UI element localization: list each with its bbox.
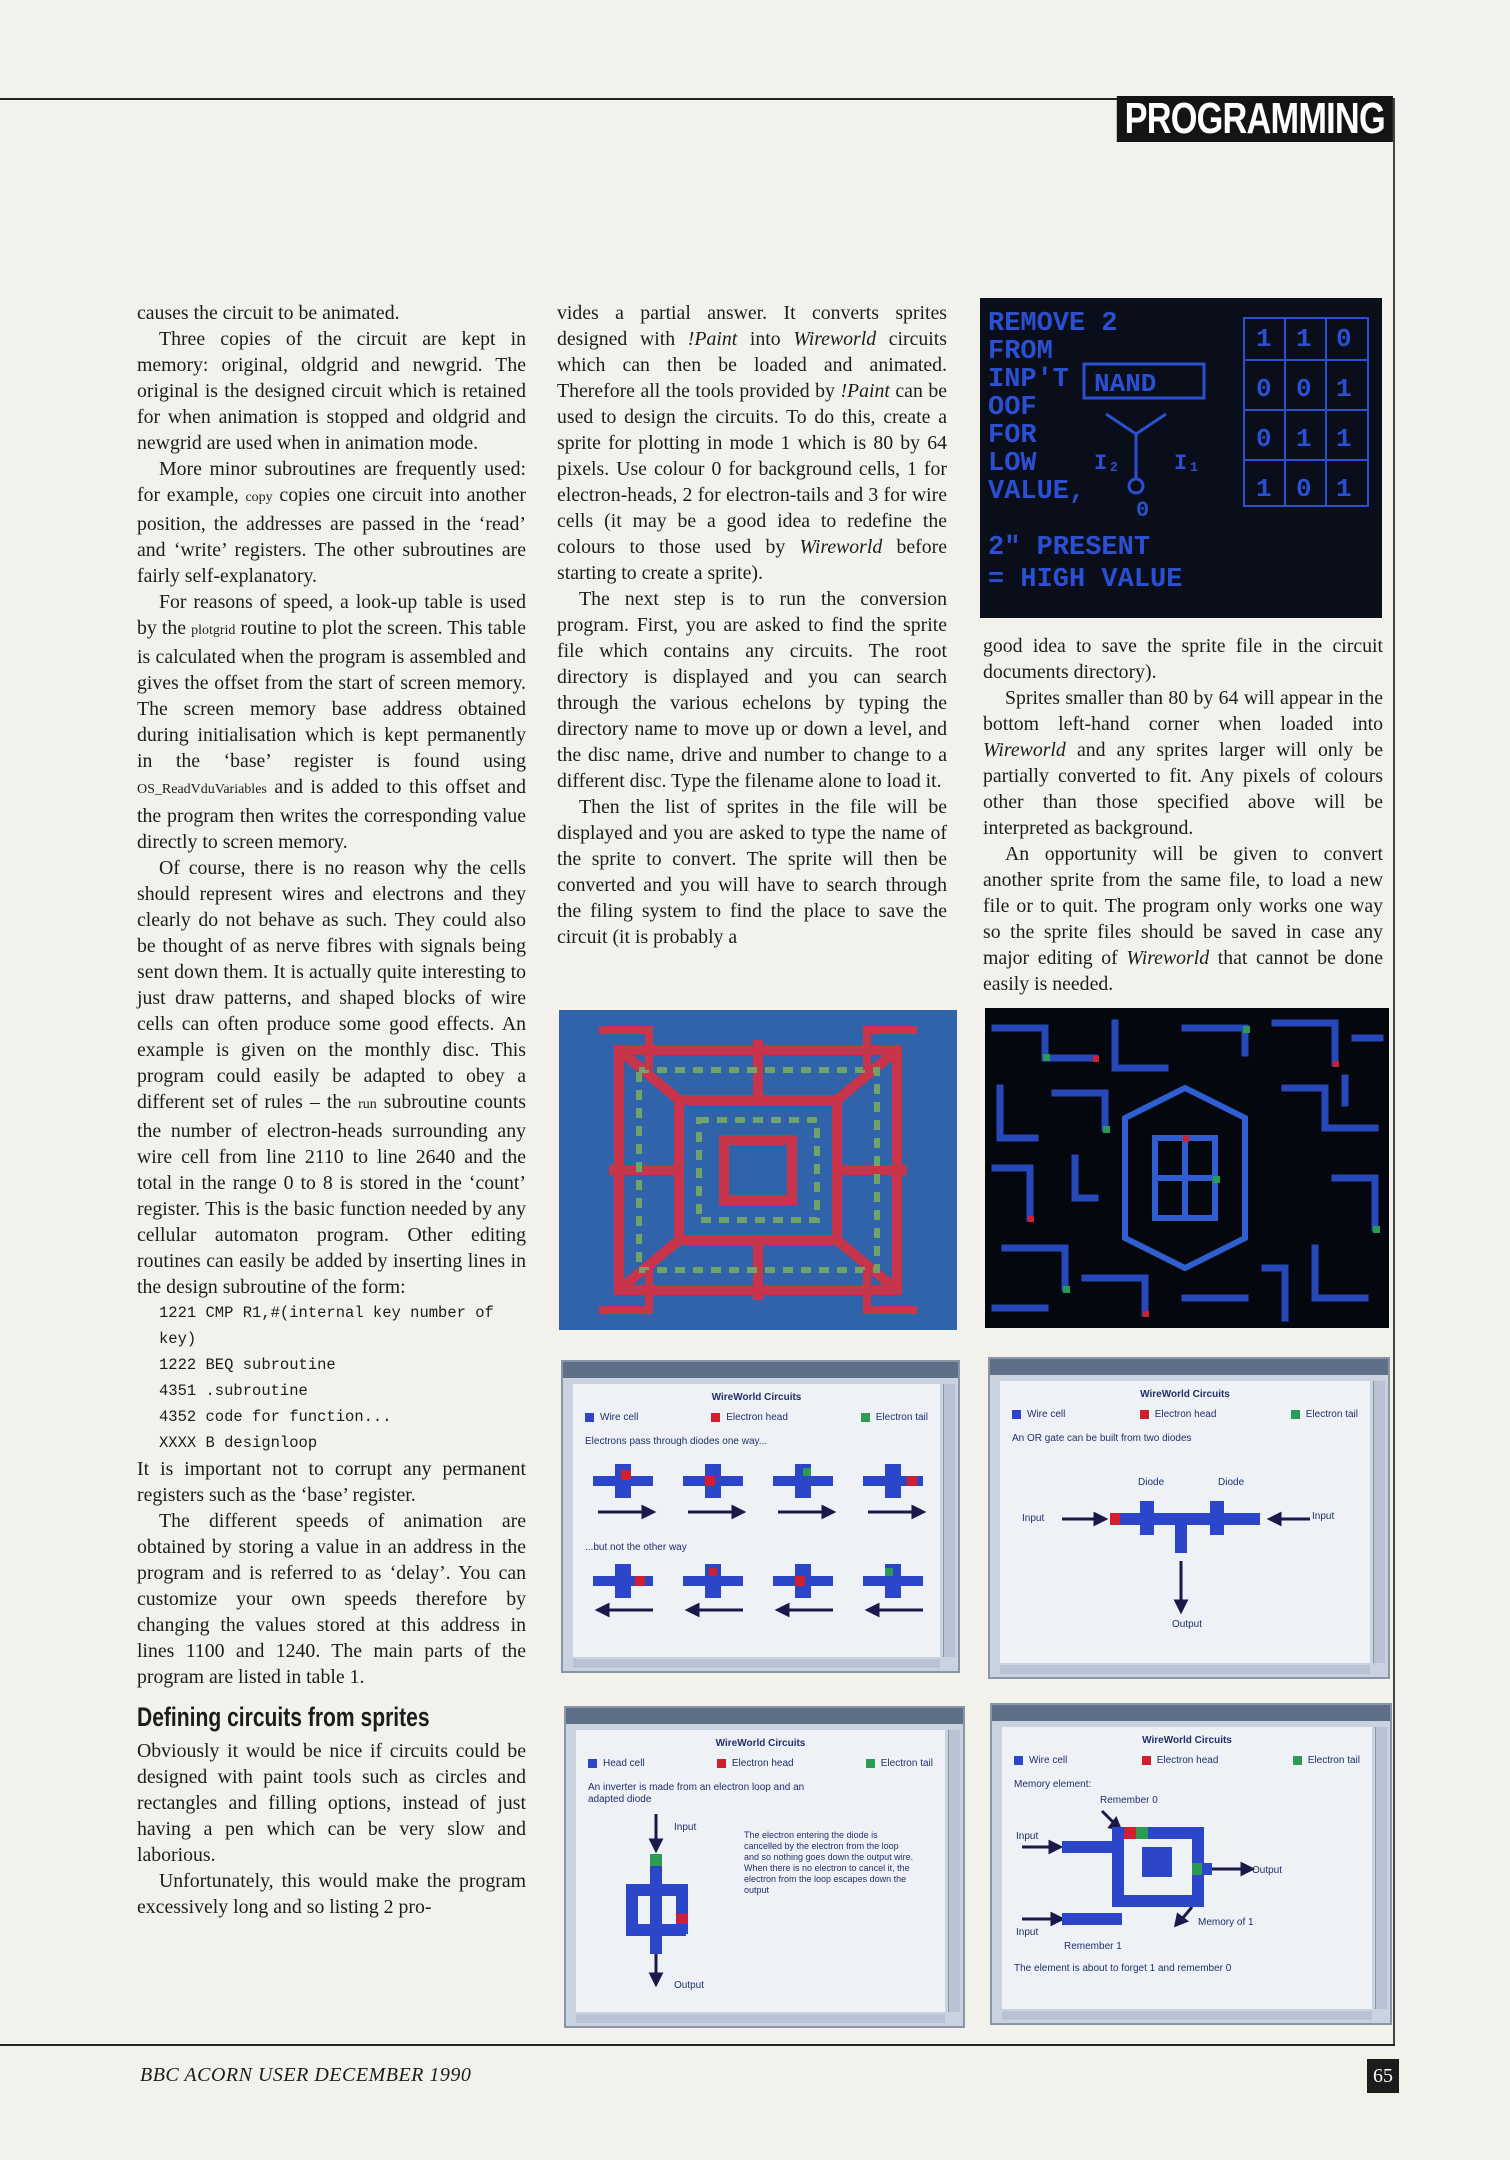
- screenshot-maze-pattern: [985, 1008, 1389, 1328]
- legend-item: Electron tail: [861, 1412, 928, 1423]
- paragraph: For reasons of speed, a look-up table is used by the plotgrid routine to plot the screen. This table is calculated when the program is assembled and gives the offset from the start of screen memory. The screen memory base address obtained during initialisation which is kept permanently in the ‘base’ register is found using OS_ReadVduVariables and is added to this offset and the program then writes the corresponding value directly to screen memory.: [137, 591, 526, 853]
- window-content: [1002, 1727, 1372, 2009]
- column-1: [137, 300, 526, 1920]
- window-title: WireWorld Circuits: [1140, 1389, 1230, 1400]
- window-title: WireWorld Circuits: [715, 1738, 806, 1749]
- window-titlebar[interactable]: [566, 1708, 963, 1724]
- code-listing: [137, 1300, 526, 1456]
- code-line: 1222 BEQ subroutine: [159, 1356, 336, 1374]
- paragraph: Obviously it would be nice if circuits could be designed with paint tools such as circles and rectangles and filling options, instead of just having a pen which can be very slow and laborious.: [137, 1740, 526, 1866]
- paragraph: Three copies of the circuit are kept in memory: original, oldgrid and newgrid. The original is the designed circuit which is retained for when animation is stopped and oldgrid and newgrid are used when in animation mode.: [137, 328, 526, 454]
- page-number: 65: [1367, 2059, 1399, 2093]
- legend-item: Wire cell: [1012, 1409, 1065, 1420]
- svg-text:0: 0: [1256, 374, 1272, 404]
- scrollbar-horizontal[interactable]: [1002, 2011, 1372, 2020]
- scrollbar-horizontal[interactable]: [573, 1659, 940, 1668]
- caption: The element is about to forget 1 and remember 0: [1014, 1963, 1232, 1974]
- window-inverter: [564, 1706, 965, 2028]
- legend-item: Wire cell: [1014, 1755, 1067, 1766]
- screen-line: LOW: [988, 449, 1037, 479]
- label: Output: [674, 1980, 705, 1991]
- scrollbar-horizontal[interactable]: [1000, 1665, 1370, 1674]
- svg-text:1: 1: [1336, 424, 1352, 454]
- column-3: [983, 633, 1383, 997]
- screen-line: VALUE,: [988, 477, 1086, 507]
- svg-text:1: 1: [1296, 424, 1312, 454]
- gate-label: NAND: [1094, 369, 1157, 399]
- screen-line: 2" PRESENT: [988, 533, 1151, 563]
- note: The electron entering the diode is cancelled by the electron from the loop and so nothing goes down the output wire. When there is no electron to cancel it, the electron from the loop escapes down the output: [744, 1830, 914, 1895]
- label: Remember 1: [1064, 1941, 1122, 1952]
- label: Output: [1172, 1619, 1203, 1630]
- svg-text:0: 0: [1296, 474, 1312, 504]
- window-or-gate: [988, 1357, 1390, 1679]
- svg-text:0: 0: [1256, 424, 1272, 454]
- label: Remember 0: [1100, 1795, 1158, 1806]
- label: Diode: [1218, 1477, 1245, 1488]
- paragraph: Of course, there is no reason why the cells should represent wires and electrons and they clearly do not behave as such. They could also be thought of as nerve fibres with signals being sent down them. It is actually quite interesting to just draw patterns, and shaped blocks of wire cells can often produce some good effects. An example is given on the monthly disc. This program could easily be adapted to obey a different set of rules – the run subroutine counts the number of electron-heads surrounding any wire cell from line 2110 to line 2640 and the total in the range 0 to 8 is stored in the ‘count’ register. This is the basic function needed by any cellular automaton program. Other editing routines can easily be added by inserting lines in the design subroutine of the form:: [137, 857, 527, 1298]
- legend: [1012, 1409, 1358, 1420]
- svg-text:0: 0: [1336, 324, 1352, 354]
- code-line: 4351 .subroutine: [159, 1382, 308, 1400]
- paragraph: Sprites smaller than 80 by 64 will appear in the bottom left-hand corner when loaded into Wireworld and any sprites larger will only be partially converted to fit. Any pixels of colours other than those specified above will be interpreted as background.: [983, 687, 1383, 839]
- scrollbar-vertical[interactable]: [948, 1730, 960, 2012]
- output-zero: 0: [1136, 498, 1150, 523]
- legend-item: Electron head: [1140, 1409, 1217, 1420]
- code-line: 1221 CMP R1,#(internal key number of: [159, 1304, 494, 1322]
- svg-text:1: 1: [1296, 324, 1312, 354]
- label: Input: [1312, 1511, 1335, 1522]
- legend-item: Electron head: [717, 1758, 794, 1769]
- screenshot-symmetric-pattern: [559, 1010, 957, 1330]
- screen-line: OOF: [988, 393, 1037, 423]
- label: Input: [1016, 1927, 1039, 1938]
- section-tag: PROGRAMMING: [1117, 96, 1393, 142]
- paragraph: Unfortunately, this would make the program excessively long and so listing 2 pro-: [137, 1870, 526, 1918]
- label: Diode: [1138, 1477, 1165, 1488]
- window-titlebar[interactable]: [563, 1362, 958, 1378]
- code-line: 4352 code for function...: [159, 1408, 392, 1426]
- svg-text:1: 1: [1256, 324, 1272, 354]
- paragraph: Then the list of sprites in the file will be displayed and you are asked to type the name of the sprite to convert. The sprite will then be converted and you will have to search through the filing system to find the place to save the circuit (it is probably a: [557, 796, 947, 948]
- screen-line: = HIGH VALUE: [988, 565, 1183, 595]
- caption: An OR gate can be built from two diodes: [1012, 1433, 1192, 1444]
- window-title: WireWorld Circuits: [1142, 1735, 1232, 1746]
- legend-item: Electron head: [1142, 1755, 1219, 1766]
- window-memory: [990, 1703, 1392, 2025]
- svg-text:1: 1: [1336, 474, 1352, 504]
- paragraph: vides a partial answer. It converts sprites designed with !Paint into Wireworld circuits which can then be loaded and animated. Therefore all the tools provided by !Paint can be used to design the circuits. To do this, create a sprite for plotting in mode 1 which is 80 by 64 pixels. Use colour 0 for background cells, 1 for electron-heads, 2 for electron-tails and 3 for wire cells (it may be a good idea to redefine the colours to those used by Wireworld before starting to create a sprite).: [557, 302, 947, 584]
- legend: [1014, 1755, 1360, 1766]
- code-line: XXXX B designloop: [159, 1434, 318, 1452]
- label: Memory of 1: [1198, 1917, 1254, 1928]
- right-rule: [1393, 98, 1395, 2046]
- paragraph: causes the circuit to be animated.: [137, 302, 400, 324]
- window-content: [1000, 1381, 1370, 1663]
- svg-text:0: 0: [1296, 374, 1312, 404]
- paragraph: good idea to save the sprite file in the circuit documents directory).: [983, 635, 1383, 683]
- label: Input: [1022, 1513, 1045, 1524]
- paragraph: It is important not to corrupt any permanent registers such as the ‘base’ register.: [137, 1458, 526, 1506]
- diode-row-forward: [593, 1464, 923, 1517]
- bottom-rule: [0, 2044, 1395, 2046]
- label: Input: [674, 1822, 697, 1833]
- label: Output: [1252, 1865, 1283, 1876]
- column-2: [557, 300, 947, 950]
- legend-item: Wire cell: [585, 1412, 638, 1423]
- scrollbar-horizontal[interactable]: [576, 2014, 945, 2023]
- diode-row-backward: [593, 1564, 923, 1615]
- window-titlebar[interactable]: [992, 1705, 1390, 1721]
- screen-line: FOR: [988, 421, 1037, 451]
- paragraph: The different speeds of animation are obtained by storing a value in an address in the program and is referred to as ‘delay’. You can customize your own speeds therefore by changing the values stored at this address in lines 1100 and 1240. The main parts of the program are listed in table 1.: [137, 1510, 526, 1688]
- caption: ...but not the other way: [585, 1542, 687, 1553]
- svg-text:1: 1: [1256, 474, 1272, 504]
- input-label: I₂: [1094, 451, 1121, 476]
- svg-text:1: 1: [1336, 374, 1352, 404]
- caption: Memory element:: [1014, 1779, 1092, 1790]
- window-diodes: [561, 1360, 960, 1673]
- screen-line: INP'T: [988, 365, 1070, 395]
- legend-item: Electron head: [711, 1412, 788, 1423]
- window-title: WireWorld Circuits: [711, 1392, 802, 1403]
- label: Input: [1016, 1831, 1039, 1842]
- scrollbar-vertical[interactable]: [1373, 1381, 1385, 1663]
- scrollbar-vertical[interactable]: [1375, 1727, 1387, 2009]
- legend-item: Electron tail: [1291, 1409, 1358, 1420]
- code-line: key): [159, 1330, 197, 1348]
- screenshot-nand-screen: [980, 298, 1382, 618]
- paragraph: An opportunity will be given to convert another sprite from the same file, to load a new file or to quit. The program only works one way so the sprite files should be saved in case any major editing of Wireworld that cannot be done easily is needed.: [983, 843, 1383, 995]
- window-content: [573, 1384, 940, 1657]
- legend-item: Electron tail: [866, 1758, 933, 1769]
- window-content: [576, 1730, 945, 2012]
- caption: An inverter is made from an electron loop and an adapted diode: [588, 1782, 805, 1805]
- legend: [585, 1412, 928, 1423]
- paragraph: The next step is to run the conversion program. First, you are asked to find the sprite file which contains any circuits. The root directory is displayed and you can search through the various echelons by typing the directory name to move up or down a level, and the disc name, drive and number to change to a different disc. Type the filename alone to load it.: [557, 588, 947, 792]
- subheading: Defining circuits from sprites: [137, 1702, 430, 1732]
- footer-magazine: BBC ACORN USER DECEMBER 1990: [140, 2064, 472, 2086]
- legend-item: Electron tail: [1293, 1755, 1360, 1766]
- caption: Electrons pass through diodes one way...: [585, 1436, 768, 1447]
- window-titlebar[interactable]: [990, 1359, 1388, 1375]
- paragraph: More minor subroutines are frequently used: for example, copy copies one circuit into another position, the addresses are passed in the ‘read’ and ‘write’ registers. The other subroutines are fairly self-explanatory.: [137, 458, 527, 587]
- screen-line: FROM: [988, 337, 1053, 367]
- input-label: I₁: [1174, 451, 1201, 476]
- legend-item: Head cell: [588, 1758, 645, 1769]
- legend: [588, 1758, 933, 1769]
- scrollbar-vertical[interactable]: [943, 1384, 955, 1657]
- screen-line: REMOVE 2: [988, 309, 1118, 339]
